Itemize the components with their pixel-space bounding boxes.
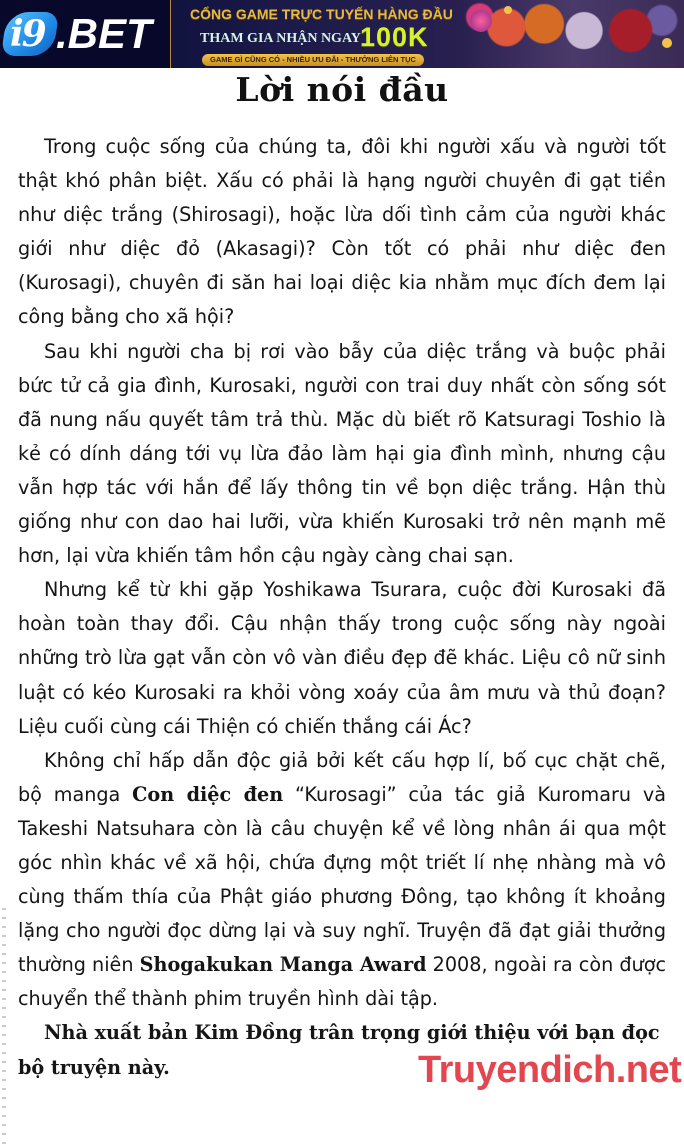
- page-title: Lời nói đầu: [235, 70, 449, 109]
- book-page: [0, 68, 684, 1092]
- slot-seven-icon: [470, 10, 492, 32]
- closing-statement: Nhà xuất bản Kim Đồng trân trọng giới thiệu với bạn đọc bộ truyện này.: [18, 1021, 660, 1079]
- award-name: Shogakukan Manga Award: [139, 953, 427, 977]
- paragraph-text: 2008, ngoài ra còn được chuyển thể thành phim truyền hình dài tập.: [18, 953, 666, 1011]
- coin-icon: [504, 6, 512, 14]
- ad-banner[interactable]: [0, 0, 684, 68]
- banner-bonus-amount: 100K: [360, 22, 429, 52]
- coin-icon: [662, 38, 672, 48]
- banner-tagline: GAME GÌ CŨNG CÓ - NHIỀU ƯU ĐÃI - THƯỞNG LIÊN TỤC: [202, 54, 424, 66]
- logo-prefix: i9: [10, 13, 45, 55]
- paragraph: Trong cuộc sống của chúng ta, đôi khi người xấu và người tốt thật khó phân biệt. Xấu có phải là hạng người chuyên đi gạt tiền như diệc trắng (Shirosagi), hoặc lừa dối tình cảm của người khác giới như diệc đỏ (Akasagi)? Còn tốt có phải như diệc đen (Kurosagi), chuyên đi săn hai loại diệc kia nhằm mục đích đem lại công bằng cho xã hội?: [18, 135, 666, 329]
- manga-title: Con diệc đen: [132, 782, 284, 806]
- paragraph-text: “Kurosagi” của tác giả Kuromaru và Takeshi Natsuhara còn là câu chuyện kể về lòng nhân ái qua một góc nhìn khác về xã hội, chứa đựng một triết lí nhẹ nhàng mà vô cùng thấm thía của Phật giáo phương Đông, tạo không ít khoảng lặng cho người đọc dừng lại và suy nghĩ. Truyện đã đạt giải thưởng thường niên: [18, 782, 666, 977]
- logo-suffix: .BET: [56, 10, 152, 57]
- banner-characters-image: [462, 0, 684, 68]
- paragraph-text: Không chỉ hấp dẫn độc giả bởi kết cấu hợp lí, bố cục chặt chẽ, bộ manga: [18, 748, 666, 806]
- brand-logo[interactable]: [0, 0, 171, 68]
- banner-headline: CỔNG GAME TRỰC TUYẾN HÀNG ĐẦU: [190, 6, 453, 22]
- banner-subline: THAM GIA NHẬN NGAY: [200, 31, 361, 46]
- paragraph: [18, 744, 666, 1017]
- site-watermark: Truyendich.net: [418, 1049, 682, 1091]
- preface-body: [18, 130, 666, 1085]
- paragraph: Sau khi người cha bị rơi vào bẫy của diệc trắng và buộc phải bức tử cả gia đình, Kurosaki, người con trai duy nhất còn sống sót đã nung nấu quyết tâm trả thù. Mặc dù biết rõ Katsuragi Toshio là kẻ có dính dáng tới vụ lừa đảo làm hại gia đình mình, nhưng cậu vẫn hợp tác với hắn để lấy thông tin về bọn diệc trắng. Hận thù giống như con dao hai lưỡi, vừa khiến Kurosaki trở nên mạnh mẽ hơn, lại vừa khiến tâm hồn cậu ngày càng chai sạn.: [18, 339, 666, 568]
- paragraph: Nhưng kể từ khi gặp Yoshikawa Tsurara, cuộc đời Kurosaki đã hoàn toàn thay đổi. Cậu nhận thấy trong cuộc sống này ngoài những trò lừa gạt vẫn còn vô vàn điều đẹp đẽ khác. Liệu cô nữ sinh luật có kéo Kurosaki ra khỏi vòng xoáy của âm mưu và thủ đoạn? Liệu cuối cùng cái Thiện có chiến thắng cái Ác?: [18, 578, 666, 738]
- scan-edge-marks: [2, 908, 6, 1148]
